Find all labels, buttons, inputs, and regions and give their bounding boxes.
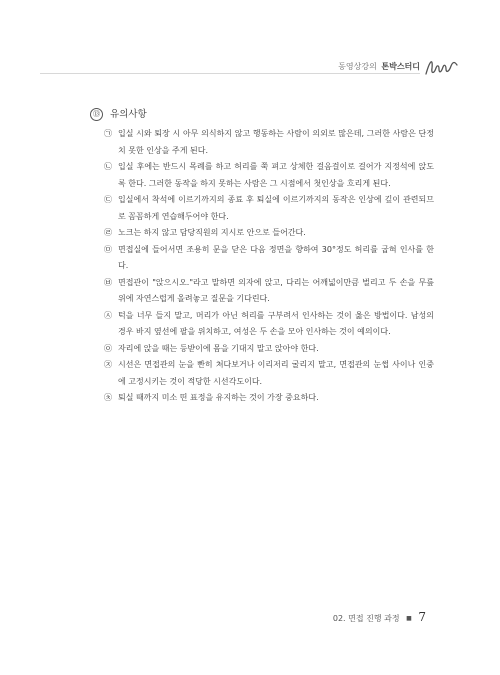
list-item-marker: ㉩ bbox=[104, 393, 112, 402]
list-item-text: 면접실에 들어서면 조용히 문을 닫은 다음 정면을 향하여 30°정도 허리를 굽혀 인사를 한다. bbox=[118, 244, 434, 270]
list-item bbox=[104, 126, 434, 159]
page-number: 7 bbox=[418, 610, 426, 624]
list-item bbox=[104, 341, 434, 358]
caution-list bbox=[104, 126, 434, 407]
section-heading bbox=[90, 106, 147, 121]
header-title bbox=[338, 61, 420, 72]
list-item bbox=[104, 308, 434, 341]
header-series-label: 톤박스터디 bbox=[381, 62, 420, 71]
header-rule bbox=[40, 73, 420, 74]
list-item-marker: ㉠ bbox=[104, 129, 112, 138]
footer-bullet: ■ bbox=[406, 615, 412, 622]
page-footer bbox=[333, 610, 426, 624]
list-item-text: 입실 시와 퇴장 시 아무 의식하지 않고 행동하는 사람이 의외로 많은데, 그러한 사람은 단정치 못한 인상을 주게 된다. bbox=[118, 129, 434, 155]
header-book-label: 동영상강의 bbox=[338, 62, 377, 71]
list-item-marker: ㉤ bbox=[104, 244, 112, 254]
page-header bbox=[0, 56, 500, 78]
section-title: 유의사항 bbox=[110, 109, 147, 120]
list-item-marker: ㉨ bbox=[104, 360, 112, 369]
list-item-text: 시선은 면접관의 눈을 빤히 쳐다보거나 이리저리 굴리지 말고, 면접관의 눈썹 사이나 인중에 고정시키는 것이 적당한 시선각도이다. bbox=[118, 360, 434, 386]
list-item-text: 노크는 하지 않고 담당직원의 지시로 안으로 들어간다. bbox=[118, 228, 306, 237]
list-item-text: 턱을 너무 들지 말고, 머리가 아닌 허리를 구부려서 인사하는 것이 옳은 방법이다. 남성의 경우 바지 옆선에 팔을 위치하고, 여성은 두 손을 모아 인사하는 것이 예의이다. bbox=[118, 310, 434, 336]
list-item-marker: ㉣ bbox=[104, 228, 112, 237]
list-item-marker: ㉥ bbox=[104, 277, 112, 287]
list-item-text: 퇴실 때까지 미소 띤 표정을 유지하는 것이 가장 중요하다. bbox=[118, 393, 319, 402]
list-item-marker: ㉧ bbox=[104, 343, 112, 353]
list-item-text: 입실에서 착석에 이르기까지의 종료 후 퇴실에 이르기까지의 동작은 인상에 깊이 관련되므로 꼼꼼하게 연습해두어야 한다. bbox=[118, 195, 434, 221]
list-item bbox=[104, 357, 434, 390]
footer-chapter: 02. 면접 진행 과정 bbox=[332, 614, 400, 623]
list-item bbox=[104, 275, 434, 308]
list-item bbox=[104, 390, 434, 407]
list-item-text: 입실 후에는 반드시 목례를 하고 허리를 쭉 펴고 상체한 걸음걸이로 걸어가 지정석에 앉도록 한다. 그러한 동작을 하지 못하는 사람은 그 시점에서 첫인상을 흐리게 된다. bbox=[118, 162, 434, 188]
list-item-marker: ㉦ bbox=[104, 310, 112, 320]
list-item-text: 면접관이 "앉으시오."라고 말하면 의자에 앉고, 다리는 어깨넓이만큼 벌리고 두 손을 무릎 위에 자연스럽게 올려놓고 질문을 기다린다. bbox=[118, 277, 434, 303]
list-item bbox=[104, 242, 434, 275]
section-number: ⑬ bbox=[90, 108, 103, 121]
list-item-marker: ㉢ bbox=[104, 195, 112, 204]
list-item bbox=[104, 225, 434, 242]
list-item-marker: ㉡ bbox=[104, 162, 112, 171]
list-item bbox=[104, 159, 434, 192]
script-logo-icon bbox=[424, 56, 460, 78]
list-item-text: 자리에 앉을 때는 등받이에 몸을 기대지 말고 앉아야 한다. bbox=[118, 343, 319, 353]
list-item bbox=[104, 192, 434, 225]
